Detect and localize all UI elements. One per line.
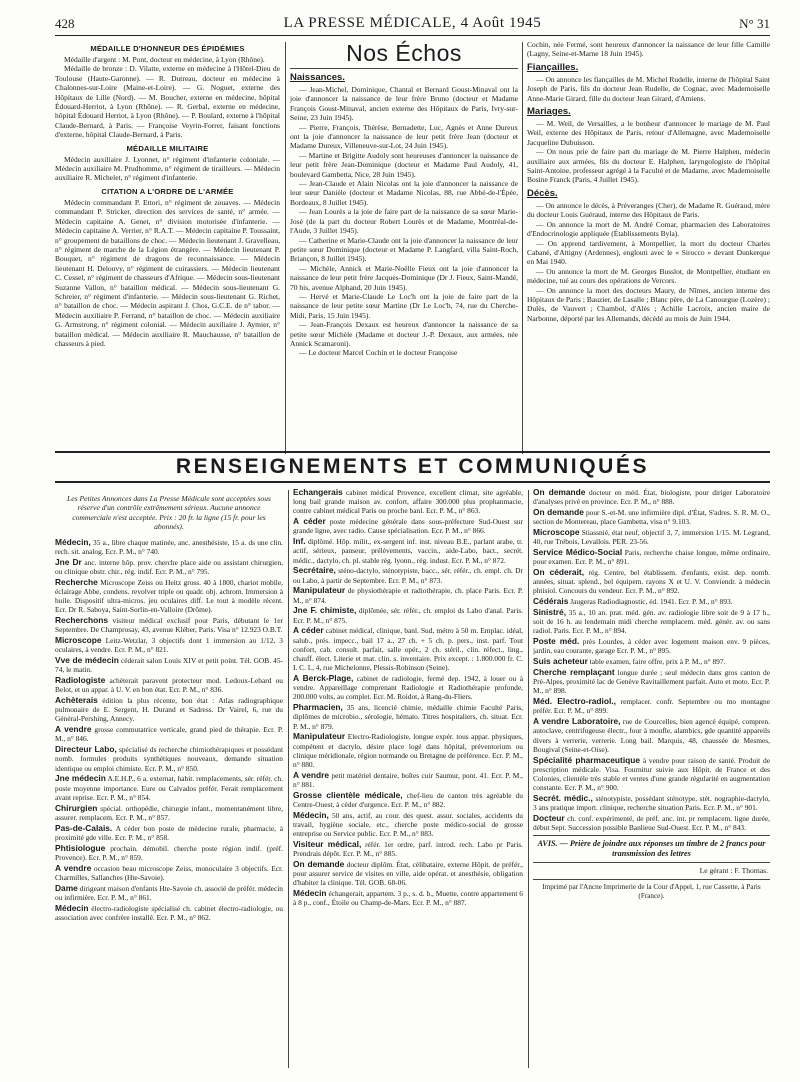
paragraph: — M. Weil, de Versailles, a le bonheur d'annoncer le mariage de M. Paul Weil, externe des Hôpitaux de Paris, retour d'Allemagne, avec Mademoiselle Jacqueline Dubuisson. — [527, 119, 770, 147]
ad-text: de physiothérapie et radiothérapie, ch. place Paris. Ecr. P. M., n° 874. — [293, 586, 523, 605]
ad-keyword: Achèterais — [55, 695, 98, 706]
ad-text: diplômée, sér. référ., ch. emploi ds Labo d'anal. Paris. Ecr. P. M., n° 875. — [293, 606, 523, 625]
ad-keyword: Radiologiste — [55, 675, 106, 686]
heading-epidemies: MÉDAILLE D'HONNEUR DES ÉPIDÉMIES — [90, 44, 245, 53]
ad-text: chef-lieu de canton très agréable du Centre-Ouest, à céder d'urgence. Ecr. P. M., n° 882. — [293, 790, 523, 810]
news-section — [55, 40, 770, 460]
classified-ad — [533, 528, 770, 546]
classifieds-column-2 — [293, 488, 523, 1074]
classified-ad — [293, 840, 523, 858]
ad-text: prochain. démobil. cherche poste région indif. (préf. Provence). Ecr. P. M., n° 859. — [55, 843, 283, 862]
ad-text: édition la plus récente, bon état : Atlas radiographique pulmonaire de E. Sergent, H. Durand et Sadress. Dr Vairel, 6, rue du Général-Pershing, Annecy. — [55, 696, 283, 724]
ad-keyword: Pas-de-Calais. — [55, 822, 113, 833]
classified-ad — [533, 508, 770, 526]
gerant-line: Le gérant : F. Thomas. — [699, 866, 768, 876]
ad-text: A.E.H.P., 6 a. externat, habit. remplacements, sér. référ. ch. poste moyenne importance. Eure ou Calvados préfér. Ferait remplacement avant reprise. Ecr. P. M., n° 854. — [55, 774, 283, 802]
paragraph: Cochin, née Fermé, sont heureux d'annoncer la naissance de leur fille Camille (Lagny, Seine-et-Marne 18 Juin 1945). — [527, 40, 770, 59]
ad-keyword: Cherche remplaçant — [533, 667, 615, 677]
ad-text: spécialisé ds recherche chimiothérapiques et possédant nomb. formules produits synthétiques nouveaux, demande situation identique ou emploi chimiste. Ecr. P. M., n° 850. — [55, 745, 283, 773]
ad-text: visiteur médical exclusif pour Paris, débutant le 1er Septembre. De Champrosay, 43, avenue Kléber, Paris. Visa n° 12.923 O.B.T. — [55, 616, 283, 635]
classified-ad — [533, 756, 770, 793]
classified-ad — [55, 824, 283, 842]
classified-ad — [293, 860, 523, 888]
ad-keyword: Chirurgien — [55, 802, 98, 813]
classifieds-column-3 — [533, 488, 770, 1074]
nos-echos-banner: Nos Échos — [290, 40, 518, 69]
ad-text: remplacer. confr. Septembre ou mo montagne préfér. Ecr. P. M., n° 899. — [533, 697, 770, 716]
ad-keyword: Visiteur médical, — [293, 839, 362, 850]
ad-text: 35 ans, licencié chimie, médaille chimie Faculté Paris, diplômes de microbio., sérologie, hémato. Titres hospitaliers, ch. situat. Ecr. P. M., n° 879. — [293, 703, 523, 731]
ad-text: grosse commutatrice verticale, grand pied de thérapie. Ecr. P. M., n° 846. — [55, 725, 283, 744]
ad-text: table examen, faire offre, prix à P. M., n° 897. — [589, 657, 726, 667]
classified-ad — [55, 696, 283, 724]
ad-text: à vendre pour raison de santé. Produit de prescription médicale. Visa. Fournitur suivie aux Hôpit. de France et des Colonies, clientèle très stable et ventes d'une grande régularité en augmentation constante. Ecr. P. M., n° 900. — [533, 755, 770, 793]
classified-ad — [55, 558, 283, 576]
classified-ad — [293, 488, 523, 516]
ad-text: référ. 1er ordre, parf. introd. rech. Labo pr Paris. Prendrais dépôt. Ecr. P. M., n° 885. — [293, 840, 523, 859]
ad-keyword: Grosse clientèle médicale, — [293, 789, 403, 800]
ad-keyword: Jne F. chimiste, — [293, 605, 357, 616]
ad-keyword: Médecin, — [55, 536, 91, 547]
classified-ad — [533, 794, 770, 812]
classified-ad — [55, 578, 283, 615]
classified-ad — [293, 566, 523, 584]
ad-text: 35 a., 10 an. prat. méd. gén. av. radiologie libre soit de 9 à 17 h., soit de 16 h. au lendemain midi cherche remplacem. méd. génér. av. ou sans radiol. Paris. Ecr. P. M., n° 894. — [533, 608, 770, 636]
classifieds-section — [55, 488, 770, 1074]
column-announcements — [527, 40, 770, 460]
running-header — [55, 14, 770, 36]
ad-text: dirigeant maison d'enfants Hte-Savoie ch. associé de préfér. médecin ou infirmière. Ecr. P. M., n° 861. — [55, 883, 283, 902]
ad-text: achèterait paravent protecteur mod. Ledoux-Lebard ou Belot, et un appar. à U. V. en bon état. Ecr. P. M., n° 836. — [55, 676, 283, 695]
ad-text: cabinet de radiologie, fermé dep. 1942, à louer ou à vendre. Appareillage comprenant Radiologie et Radiothérapie profonde, 200.000 volts, au complet. Ecr. M. Roidot, à Rang-du-Fliers. — [293, 674, 523, 702]
paragraph: — On annonce la mort de M. Georges Busslot, de Montpellier, étudiant en médecine, tué au cours des opérations de Vercors. — [527, 266, 770, 286]
classified-ad — [55, 864, 283, 882]
ad-keyword: Sinistré, — [533, 607, 567, 617]
classified-ad — [293, 586, 523, 604]
column-footer — [533, 835, 770, 901]
classified-ad — [293, 771, 523, 789]
ad-keyword: Manipulateur — [293, 585, 346, 596]
classified-ad — [533, 548, 770, 566]
ad-text: diplômé. Hôp. milit., ex-sergent inf. inst. niveau B.E., parlant arabe, tr. actif, sérieux, panseur, prélèvements, vaccin., aide-Labo, bact., secrét. médic., dactylo, ch. pl. stable rég. lyonn., rég. indust. Ecr. P. M., n° 872. — [293, 537, 523, 565]
classifieds-intro: Les Petites Annonces dans La Presse Médicale sont acceptées sous réserve d'un contrôle extrêmement sérieux. Aucune annonce commerciale n'est acceptée. Prix : 20 fr. la ligne (15 fr. pour les abonnés). — [67, 494, 271, 532]
heading-deces: Décès. — [527, 187, 558, 199]
ad-keyword: Médecin, — [293, 809, 329, 820]
classified-ad — [293, 732, 523, 769]
ad-keyword: Poste méd. — [533, 636, 580, 647]
birth-notice: — Martine et Brigitte Audoly sont heureuses d'annoncer la naissance de leur petit frère Jean-Dominique (docteur et Madame Paul Audoly, 41, boulevard Gambetta, Nice, 28 Juin 1945). — [290, 150, 518, 179]
birth-notice: — Pierre, François, Thérèse, Bernadette, Luc, Agnès et Anne Dureux ont la joie d'annoncer la naissance de leur petit frère Jean (docteur et Madame Dureux, Villeneuve-sur-Lot, 24 Juin 1945). — [290, 122, 518, 151]
classified-ad — [55, 636, 283, 654]
ad-text: sténotypiste, possédant sténotype, stét. nographie-dactylo, 3 ans pratique import. clinique, recherche situation Paris. Ecr. P. M., n° 901. — [533, 794, 770, 813]
ad-keyword: A vendre — [293, 769, 330, 780]
ad-keyword: A céder — [293, 516, 326, 527]
ad-text: longue durée ; seul médecin dans gros canton de Pré-Alpes, proximité lac de Genève Ravitaillement parfait. Auto et moto. Ecr. P. M., n° 898. — [533, 668, 770, 696]
ad-keyword: Microscope — [533, 527, 580, 537]
ad-text: petit matériel dentaire, boîtes cuir Saumur, pont. 41. Ecr. P. M., n° 881. — [293, 770, 523, 790]
newspaper-page — [55, 14, 770, 1074]
paragraph: Médaille d'argent : M. Pont, docteur en médecine, à Lyon (Rhône). — [64, 55, 265, 64]
birth-notice: — Jean Lourès a la joie de faire part de la naissance de sa sœur Marie-José (de la part du docteur Robert Lourès et de Madame, Montréal-de-l'Aude, 3 Juillet 1945). — [290, 207, 518, 236]
ad-text: Microscope Zeiss ou Heitz gross. 40 à 1800, chariot mobile, éclairage Abbe, condens. revolver triple ou quadr. obj. achrom. Immersion à huile. Dispositif ultra-micros. jeu oculaires diff. Le tout à modèle récent. Ecr. Dr R. Saboya, Saint-Sorlin-en-Valloire (Drôme). — [55, 577, 283, 615]
ad-text: anc. interne hôp. prov. cherche place aide ou assistant chirurgien, ou clinique obstr. chir., rég. indif. Ecr. P. M., n° 795. — [55, 557, 283, 576]
section-title-band — [55, 451, 770, 483]
ad-keyword: Médecin — [293, 888, 327, 899]
ad-text: cabinet médical, clinique, banl. Sud, métro à 50 m. Emplac. idéal, salub., prés. impecc., bail 17 a., 27 ch. + 5 ch. p. pers., inst. parf. Tout confort, cab. consult. parfait, salle opér., 2 ch. stéril., clin. réfect., ling., chauff. élect. Literie et mat. clin. s. inventaire. Prix except. : 1.800.000 fr. C. I. C. I., 4, rue Michelonne, Plessis-Robinson (Seine). — [293, 626, 523, 673]
ad-text: Jaugeras Radiodiagnostic, éd. 1941. Ecr. P. M., n° 893. — [570, 597, 733, 607]
avis-notice: AVIS. — Prière de joindre aux réponses un timbre de 2 francs pour transmission des lettres — [533, 835, 770, 863]
printer-line: Imprimé par l'Ancne Imprimerie de la Cour d'Appel, 1, rue Cassette, à Paris (France). — [533, 879, 770, 901]
classifieds-column-1 — [55, 488, 283, 1074]
heading-fiancailles: Fiançailles. — [527, 61, 579, 73]
column-rule — [528, 490, 529, 1068]
classified-ad — [293, 674, 523, 702]
ad-keyword: Spécialité pharmaceutique — [533, 754, 641, 765]
ad-keyword: Recherche — [55, 576, 98, 587]
ad-keyword: Vve de médecin — [55, 655, 119, 666]
paragraph: — On nous prie de faire part du mariage de M. Pierre Halphen, médecin auxiliaire aux armées, fils du docteur E. Halphen, laryngologiste de l'hôpital Saint-Antoine, professeur agrégé à la Faculté et de Madame, avec Mademoiselle Bosine Franck (Paris, 4 Juillet 1945). — [527, 147, 770, 185]
ad-keyword: Echangerais — [293, 488, 343, 497]
ad-keyword: Phtisiologue — [55, 842, 106, 853]
ad-keyword: Docteur — [533, 813, 565, 824]
paragraph: — On annonce les fiançailles de M. Michel Rudelle, interne de l'hôpital Saint Joseph de Paris, fils du docteur Jean Rudelle, de Cognac, avec Mademoiselle Anne-Marie Girard, fille du docteur Jean Girard, d'Amiens. — [527, 74, 770, 103]
ad-keyword: Suis acheteur — [533, 656, 588, 667]
birth-notice: — Le docteur Marcel Cochin et le docteur Françoise — [299, 348, 458, 358]
ad-text: 50 ans, actif, au cour. des quest. assur. sociales, accidents du travail, hygiène sociale, etc., cherche poste médico-social de grosse entreprise ou Service public. Ecr. P. M., n° 883. — [293, 810, 523, 839]
classified-ad — [55, 616, 283, 634]
classified-ad — [55, 844, 283, 862]
column-rule — [522, 42, 523, 454]
ad-keyword: Jne Dr — [55, 556, 82, 567]
column-honours — [55, 40, 280, 460]
ad-text: Leitz-Wetzlar, 3 objectifs dont 1 immersion au 1/12, 3 oculaires, à vendre. Ecr. P. M., n° 821. — [55, 636, 283, 655]
ad-keyword: Secrét. médic., — [533, 793, 593, 804]
ad-keyword: On céderait, — [533, 567, 585, 577]
ad-keyword: Méd. Electro-radiol., — [533, 696, 616, 707]
paragraph: Médaille de bronze : D. Vilatte, externe en médecine à l'Hôtel-Dieu de Toulouse (Haute-Garonne). — R. Dutreau, docteur en médecine à Chalonnes-sur-Loire (Maine-et-Loire). — G. Noguet, externe des Hôpitaux de Lille (Nord). — M. Boucher, externe en médecine, hôpital Édouard-Herriot, à Lyon (Rhône). — R. Gerbal, externe en médecine, hôpital Édouard Herriot, à Lyon (Rhône). — P. Boulard, externe à l'hôpital Claude-Bernard, à Paris. — Françoise Veyrin-Forrer, faisant fonctions d'externe, hôpital Claude-Bernard, à Paris. — [55, 64, 280, 140]
ad-text: électro-radiologiste spécialisé ch. cabinet électro-radiologie, ou association avec confrère installé. Ecr. P. M., n° 862. — [55, 903, 283, 922]
paragraph: — On annonce la mort de M. André Comar, pharmacien des Laboratoires d'Endocrinologie appliquée (Établissements Byla). — [527, 219, 770, 239]
column-rule — [288, 490, 289, 1068]
classified-ad — [293, 626, 523, 672]
ad-keyword: A Berck-Plage, — [293, 673, 354, 684]
ad-text: sténo-dactylo, sténotypiste, bacc., sér. référ., ch. empl. ch. Dr ou Labo, à partir de Septembre. Ecr. P. M., n° 873. — [293, 566, 523, 585]
ad-text: docteur diplôm. État, célibataire, externe Hôpit. de préfér., pour assurer service de visites en ville, aide opérat. et anesthésie, obligation d'habiter la clinique. Tél. GOB. 68-06. — [293, 860, 523, 888]
birth-notice: — Jean-Michel, Dominique, Chantal et Bernard Goust-Minaval ont la joie d'annoncer la naissance de leur frère Bruno (docteur et Madame François Goust-Minaval, ancien externe des Hôpitaux de Paris, Ivry-sur-Seine, 23 Juin 1945). — [290, 85, 518, 123]
birth-notice: — Jean-Claude et Alain Nicolas ont la joie d'annoncer la naissance de leur sœur Danièle (docteur et Madame Nicolas, 88, rue Abbé-de-l'Épée, Bordeaux, 8 Juillet 1945). — [290, 179, 518, 207]
birth-notice: — Catherine et Marie-Claude ont la joie d'annoncer la naissance de leur petite sœur Dominique (docteur et Madame P. Langfard, villa Saint-Roch, Briançon, 8 Juillet 1945). — [290, 235, 518, 264]
classified-ad — [533, 657, 770, 666]
column-nos-echos — [290, 40, 518, 460]
section-title: RENSEIGNEMENTS ET COMMUNIQUÉS — [175, 455, 650, 478]
classified-ad — [533, 488, 770, 506]
paragraph: Médecin auxiliaire J. Lyonnet, n° régiment d'infanterie coloniale. — Médecin auxiliaire M. Prudhomme, n° régiment de tirailleurs. — Médecin auxiliaire R. Michelet, n° régiment d'infanterie. — [55, 154, 280, 183]
ad-keyword: A vendre Laboratoire, — [533, 716, 621, 727]
classified-ad — [533, 637, 770, 655]
ad-keyword: On demande — [533, 507, 584, 517]
paragraph: — On apprend tardivement, à Montpellier, la mort du docteur Charles Cabanè, d'Attigny (Ardennes), englouti avec le « Sirocco » devant Dunkerque en Mai 1940. — [527, 238, 770, 267]
ad-keyword: Pharmacien, — [293, 702, 343, 713]
classified-ad — [55, 538, 283, 556]
ad-text: Electro-Radiologiste, longue expér. tous appar. physiques, compétent et dactylo, désire place logé dans hôpital, préventorium ou clinique méridionale, région normande ou Bretagne de préférence. Ecr. P. M., n° 880. — [293, 732, 523, 770]
ad-keyword: Manipulateur — [293, 731, 346, 742]
classified-ad — [55, 804, 283, 822]
ad-keyword: Microscope — [55, 635, 102, 646]
classified-ad — [533, 597, 770, 606]
ad-text: près Lourdes, à céder avec logement maison env. 9 pièces, jardin, eau courante, garage Ecr. P. M., n° 895. — [533, 637, 770, 656]
issue-number: N° 31 — [739, 16, 770, 31]
birth-notice: — Jean-François Dexaux est heureux d'annoncer la naissance de sa petite sœur Michèle (Madame et docteur J.-P. Dexaux, aux armées, née Annick Scamaroni). — [290, 320, 518, 348]
classified-ad — [533, 568, 770, 596]
column-rule — [285, 42, 286, 454]
ad-keyword: A vendre — [55, 862, 92, 873]
ad-keyword: On demande — [293, 859, 345, 870]
ad-text: docteur en méd. État, biologiste, pour diriger Laboratoire d'analyses privé en province. Ecr. P. M., n° 888. — [533, 488, 770, 507]
classified-ad — [293, 537, 523, 565]
classified-ad — [55, 656, 283, 674]
classified-ad — [533, 668, 770, 696]
classified-ad — [293, 606, 523, 624]
birth-notice: — Hervé et Marie-Claude Le Loc'h ont la joie de faire part de la naissance de leur petite sœur Martine (Dr Le Loc'h, 74, rue du Cherche-Midi, Paris, 15 Juin 1945). — [290, 291, 518, 320]
heading-naissances: Naissances. — [290, 72, 345, 83]
classified-ad — [533, 697, 770, 715]
paragraph: Médecin commandant P. Ettori, n° régiment de zouaves. — Médecin commandant P. Stricker, direction des services de santé, n° armée. — Médecin capitaine A. Genet, n° division motorisée d'infanterie. — Médecin capitaine A. Verrier, n° R.A.T. — Médecin capitaine P. Toussaint, n° groupement de bataillons de choc. — Médecin lieutenant J. Gravelleau, n° régiment de marche de la Légion étrangère. — Médecin lieutenant P. Bouquet, n° régiment de dragons de reconnaissance. — Médecin lieutenant H. Delouvy, n° régiment de cuirassiers. — Médecin lieutenant C. Cessel, n° régiment de chasseurs d'Afrique. — Médecin sous-lieutenant Suzanne Vallon, n° bataillon médical. — Médecin sous-lieutenant G. Schreier, n° régiment d'infanterie. — Médecin sous-lieutenant G. Richet, n° bataillon de choc. — Médecin aspirant J. Chos, G.C.E. de n° tabor. — Médecin auxiliaire P. Ferrand, n° bataillon de choc. — Médecin auxiliaire G. Armstrong, n° régiment colonial. — Médecin auxiliaire J. Aymier, n° bataillon médical. — Médecin auxiliaire R. Mauchausse, n° bataillon de chasseurs à pied. — [55, 197, 280, 348]
heading-citation: CITATION A L'ORDRE DE L'ARMÉE — [101, 186, 234, 196]
ad-text: échangerait, appartem. 3 p., s. d. b., Muette, contre appartement 6 à 8 p., conf., Étoile ou Champ-de-Mars. Ecr. P. M., n° 887. — [293, 889, 523, 908]
ad-text: Paris, recherche chaise longue, même ordinaire, pour examen. Ecr. P. M., n° 891. — [533, 548, 770, 567]
ad-keyword: Service Médico-Social — [533, 547, 623, 557]
ad-keyword: Cédérais — [533, 596, 569, 607]
ad-keyword: A céder — [293, 625, 324, 636]
classified-ad — [533, 608, 770, 636]
ad-text: Stiassnié, état neuf, objectif 3, 7, immersion 1/15. M. Legrand, 40, rue Trébois, Levallois. PER. 23-56. — [533, 528, 770, 547]
classified-ad — [293, 811, 523, 839]
classified-ad — [533, 814, 770, 832]
ad-keyword: Médecin — [55, 902, 89, 913]
classified-ad — [293, 517, 523, 535]
ad-text: rég. Centre, bel établissem. d'enfants, exist. dep. nomb. années, situat. splend., bel équipem. rayons X et U. V. Conviendr. à médecin phtisiol. Concours du vendeur. Ecr. P. M., n° 892. — [533, 568, 770, 596]
heading-mariages: Mariages. — [527, 106, 571, 118]
ad-text: ch. conf. expérimenté, de préf. anc. int. pr remplacem. ligne durée, début Sept. Succession possible Banlieue Sud-Ouest. Ecr. P. M., n° 843. — [533, 814, 770, 833]
classified-ad — [293, 703, 523, 731]
ad-text: occasion beau microscope Zeiss, monoculaire 3 objectifs. Ecr. Charmilles, Sallanches (Hte-Savoie). — [55, 863, 283, 882]
classified-ad — [55, 774, 283, 802]
ad-keyword: Inf. — [293, 536, 306, 547]
ad-text: rue de Courcelles, bien agencé équipé, compren. autoclave, centrifugeuse électr., four à moufle, alambics, gde quantité appareils divers à verrerie, verrerie. Long bail. Marquis, 48, chaussée de Mesmes, Bougival (Seine-et-Oise). — [533, 717, 770, 754]
ad-text: 35 a., libre chaque matinée, anc. anesthésiste, 15 a. ds une clin. rech. sit. analog. Ecr. P. M., n° 740. — [55, 537, 283, 556]
ad-keyword: Directeur Labo, — [55, 744, 117, 755]
ad-text: pour S.-et-M. une infirmière dipl. d'État, S'adres. S. R. M. O., section de Montereau, place Gambetta, visa n° 9.103. — [533, 508, 770, 527]
classified-ad — [293, 889, 523, 907]
ad-text: A céder bon poste de médecine rurale, pharmacie, à proximité gde ville. Ecr. P. M., n° 858. — [55, 823, 283, 842]
heading-militaire: MÉDAILLE MILITAIRE — [126, 143, 209, 153]
journal-title: LA PRESSE MÉDICALE, 4 Août 1945 — [283, 15, 542, 31]
classified-ad — [293, 791, 523, 809]
ad-keyword: Jne médecin — [55, 773, 106, 784]
page-number: 428 — [55, 16, 75, 31]
classified-ad — [55, 904, 283, 922]
classified-ad — [55, 884, 283, 902]
birth-notice: — Michèle, Annick et Marie-Noëlle Fieux ont la joie d'annoncer la naissance de leur petit frère Jacques-Dominique (Dr J. Fieux, Saint-Mandé, 70 bis, avenue Alphand, 20 Juin 1945). — [290, 263, 518, 292]
classified-ad — [533, 717, 770, 754]
ad-text: spécial. orthopédie, chirurgie infant., momentanément libre, assurer. remplacem. Ecr. P. M., n° 857. — [55, 803, 283, 822]
ad-keyword: A vendre — [55, 724, 92, 735]
ad-keyword: On demande — [533, 488, 586, 497]
ad-text: céderait salon Louis XIV et petit point. Tél. GOB. 45-74, le matin. — [55, 656, 283, 675]
classified-ad — [55, 725, 283, 743]
ad-keyword: Secrétaire, — [293, 565, 336, 576]
classified-ad — [55, 676, 283, 694]
classified-ad — [55, 745, 283, 773]
ad-keyword: Recherchons — [55, 615, 109, 626]
ad-text: cabinet médical Provence, excellent climat, site agréable, long bail grande maison av. confort, affaire 300.000 plus prophanmacie, contre cabinet médical Paris ou proche banl. Ecr. P. M., n° 863. — [293, 488, 523, 516]
ad-text: poste médecine générale dans sous-préfecture Sud-Ouest sur grande ligne, avec radio. Cause spécialisation. Ecr. P. M., n° 866. — [293, 517, 523, 536]
paragraph: — On annonce la mort des docteurs Maury, de Nîmes, ancien interne des Hôpitaux de Paris ; Bauzier, de Lasalle ; Blanc père, de La Canourgue (Lozère) ; Dulès, de Vauvert ; Chambol, d'Alès ; Achille Lacroix, ancien maire de Narbonne, déporté par les Allemands, décédé au mois de Juin 1944. — [527, 285, 770, 323]
paragraph: — On annonce le décès, à Préveranges (Cher), de Madame R. Guéraud, mère du docteur Louis Guéraud, interne des Hôpitaux de Paris. — [527, 200, 770, 220]
ad-keyword: Dame — [55, 882, 78, 893]
